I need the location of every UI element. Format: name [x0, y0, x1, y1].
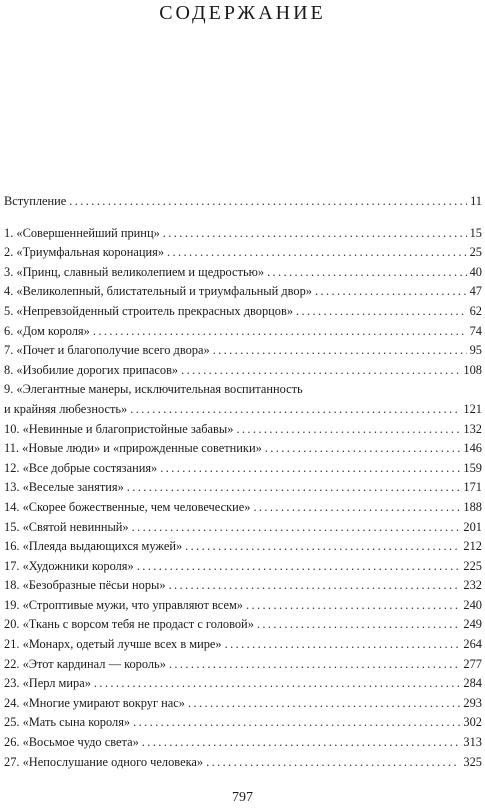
toc-entry-title: 17. «Художники короля» [4, 558, 134, 573]
toc-page-number: 212 [463, 539, 482, 554]
toc-page-number: 62 [469, 303, 482, 318]
toc-page-number: 171 [463, 480, 482, 495]
toc-entry-24 [4, 694, 482, 714]
toc-entry-title: 5. «Непревзойденный строитель прекрасных дворцов» [4, 303, 294, 318]
toc-page-number: 11 [470, 194, 482, 208]
toc-entry-25 [4, 713, 482, 733]
toc-entry-title: 7. «Почет и благополучие всего двора» [4, 343, 210, 358]
toc-entry-14 [4, 498, 482, 518]
toc-page-number: 15 [469, 225, 482, 240]
toc-page-number: 188 [463, 499, 482, 514]
toc-entry-9 [4, 400, 482, 420]
toc-entry-5 [4, 302, 482, 322]
dot-leader [315, 282, 467, 302]
toc-entry-20 [4, 615, 482, 635]
toc-entry-title: 14. «Скорее божественные, чем человеческие» [4, 499, 251, 514]
dot-leader [142, 733, 461, 753]
toc-entry-title: 18. «Безобразные пёсьи норы» [4, 578, 166, 593]
dot-leader [236, 420, 460, 440]
toc-entry-title: 4. «Великолепный, блистательный и триумфальный двор» [4, 284, 312, 299]
toc-entry-23 [4, 674, 482, 694]
toc-entry-12 [4, 459, 482, 479]
toc-page-number: 313 [463, 735, 482, 750]
toc-entry-19 [4, 596, 482, 616]
toc-entry-22 [4, 655, 482, 675]
toc-entry-title: 21. «Монарх, одетый лучше всех в мире» [4, 637, 222, 652]
toc-entry-introduction [4, 192, 482, 212]
dot-leader [167, 243, 467, 263]
toc-page-number: 95 [469, 343, 482, 358]
toc-page-number: 159 [463, 460, 482, 475]
toc-page-number: 201 [463, 519, 482, 534]
toc-entry-title: 12. «Все добрые состязания» [4, 460, 158, 475]
toc-entry-8 [4, 361, 482, 381]
toc-entry-title: 11. «Новые люди» и «прирожденные советники» [4, 441, 262, 456]
dot-leader [132, 518, 461, 538]
toc-page-number: 121 [463, 401, 482, 416]
toc-entry-title: 27. «Непослушание одного человека» [4, 754, 204, 769]
toc-entry-6 [4, 322, 482, 342]
toc-entry-title: 13. «Веселые занятия» [4, 480, 124, 495]
dot-leader [188, 694, 460, 714]
toc-entry-7 [4, 341, 482, 361]
toc-entry-title: 26. «Восьмое чудо света» [4, 735, 139, 750]
toc-entry-title: 1. «Совершеннейший принц» [4, 225, 160, 240]
dot-leader [163, 224, 467, 244]
page-folio-number: 797 [232, 790, 253, 805]
toc-entry-title: 6. «Дом короля» [4, 323, 90, 338]
toc-page-number: 146 [463, 441, 482, 456]
toc-entry-title: 15. «Святой невинный» [4, 519, 129, 534]
toc-entry-title: 25. «Мать сына короля» [4, 715, 131, 730]
toc-entry-11 [4, 439, 482, 459]
toc-page-number: 284 [463, 676, 482, 691]
toc-entry-17 [4, 557, 482, 577]
toc-entry-title: 2. «Триумфальная коронация» [4, 245, 165, 260]
dot-leader [160, 459, 460, 479]
toc-page-number: 232 [463, 578, 482, 593]
dot-leader [265, 439, 461, 459]
toc-entry-26 [4, 733, 482, 753]
toc-entry-4 [4, 282, 482, 302]
toc-page-number: 108 [463, 362, 482, 377]
dot-leader [130, 400, 460, 420]
dot-leader [94, 674, 461, 694]
toc-entry-title: 8. «Изобилие дорогих припасов» [4, 362, 179, 377]
dot-leader [181, 361, 460, 381]
toc-entry-title: 24. «Многие умирают вокруг нас» [4, 695, 185, 710]
dot-leader [213, 341, 467, 361]
toc-page-number: 40 [469, 264, 482, 279]
page-title: СОДЕРЖАНИЕ [159, 2, 326, 24]
toc-entry-title: 20. «Ткань с ворсом тебя не продаст с головой» [4, 617, 254, 632]
toc-entry-15 [4, 518, 482, 538]
toc-page-number: 25 [469, 245, 482, 260]
toc-page-number: 293 [463, 695, 482, 710]
toc-entry-title: 3. «Принц, славный великолепием и щедростью» [4, 264, 265, 279]
toc-entry-9-first-line: 9. «Элегантные манеры, исключительная воспитанность [4, 382, 303, 397]
dot-leader [257, 615, 461, 635]
dot-leader [127, 478, 461, 498]
toc-entry-3 [4, 263, 482, 283]
toc-page-number: 325 [463, 754, 482, 769]
dot-leader [267, 263, 467, 283]
toc-entry-title: Вступление [4, 194, 67, 208]
dot-leader [185, 537, 460, 557]
toc-entry-27 [4, 753, 482, 773]
toc-entry-title: и крайняя любезность» [4, 401, 128, 416]
dot-leader [169, 576, 461, 596]
toc-entry-title: 10. «Невинные и благопристойные забавы» [4, 421, 234, 436]
toc-entry-1 [4, 224, 482, 244]
dot-leader [246, 596, 460, 616]
dot-leader [69, 192, 467, 212]
toc-entry-18 [4, 576, 482, 596]
toc-page-number: 264 [463, 637, 482, 652]
toc-page-number: 249 [463, 617, 482, 632]
toc-entry-13 [4, 478, 482, 498]
toc-page-number: 132 [463, 421, 482, 436]
toc-page-number: 302 [463, 715, 482, 730]
toc-entry-title: 23. «Перл мира» [4, 676, 91, 691]
toc-entry-title: 22. «Этот кардинал — король» [4, 656, 166, 671]
toc-entry-2 [4, 243, 482, 263]
table-of-contents [4, 192, 482, 772]
toc-entry-title: 16. «Плеяда выдающихся мужей» [4, 539, 183, 554]
dot-leader [169, 655, 461, 675]
toc-entry-10 [4, 420, 482, 440]
dot-leader [133, 713, 460, 733]
toc-page-number: 277 [463, 656, 482, 671]
dot-leader [296, 302, 467, 322]
dot-leader [93, 322, 467, 342]
dot-leader [253, 498, 460, 518]
toc-entry-16 [4, 537, 482, 557]
toc-entry-21 [4, 635, 482, 655]
dot-leader [206, 753, 460, 773]
toc-page-number: 47 [469, 284, 482, 299]
dot-leader [225, 635, 461, 655]
toc-entry-title: 19. «Строптивые мужи, что управляют всем» [4, 597, 243, 612]
toc-page-number: 240 [463, 597, 482, 612]
toc-page-number: 225 [463, 558, 482, 573]
toc-page-number: 74 [469, 323, 482, 338]
dot-leader [137, 557, 461, 577]
